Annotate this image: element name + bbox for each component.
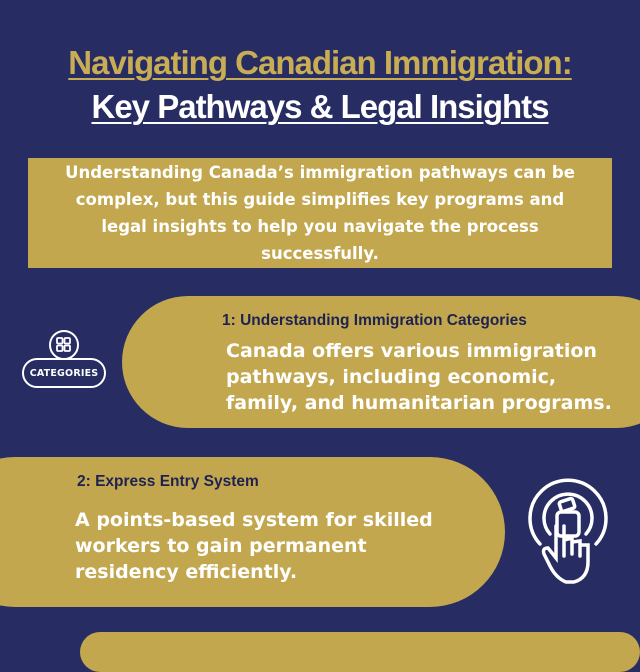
section-2-body: A points-based system for skilled workers to gain permanent residency efficiently. (75, 509, 433, 583)
grid-icon (49, 330, 79, 360)
section-card-2 (0, 457, 505, 607)
categories-label: CATEGORIES (22, 358, 106, 388)
intro-box (28, 158, 612, 268)
section-card-3-peek (80, 632, 640, 672)
section-1-heading: 1: Understanding Immigration Categories (222, 312, 527, 329)
title-line-2: Key Pathways & Legal Insights (91, 88, 549, 125)
touch-hand-icon (520, 474, 612, 592)
section-1-body: Canada offers various immigration pathways, including economic, family, and humanitarian programs. (226, 340, 612, 414)
section-card-1 (122, 296, 640, 428)
title-line-1: Navigating Canadian Immigration: (68, 44, 572, 81)
section-2-heading: 2: Express Entry System (77, 473, 259, 490)
intro-text: Understanding Canada’s immigration pathways can be complex, but this guide simplifies key programs and legal insights to help you navigate the process successfully. (65, 163, 575, 263)
categories-icon (22, 330, 108, 390)
